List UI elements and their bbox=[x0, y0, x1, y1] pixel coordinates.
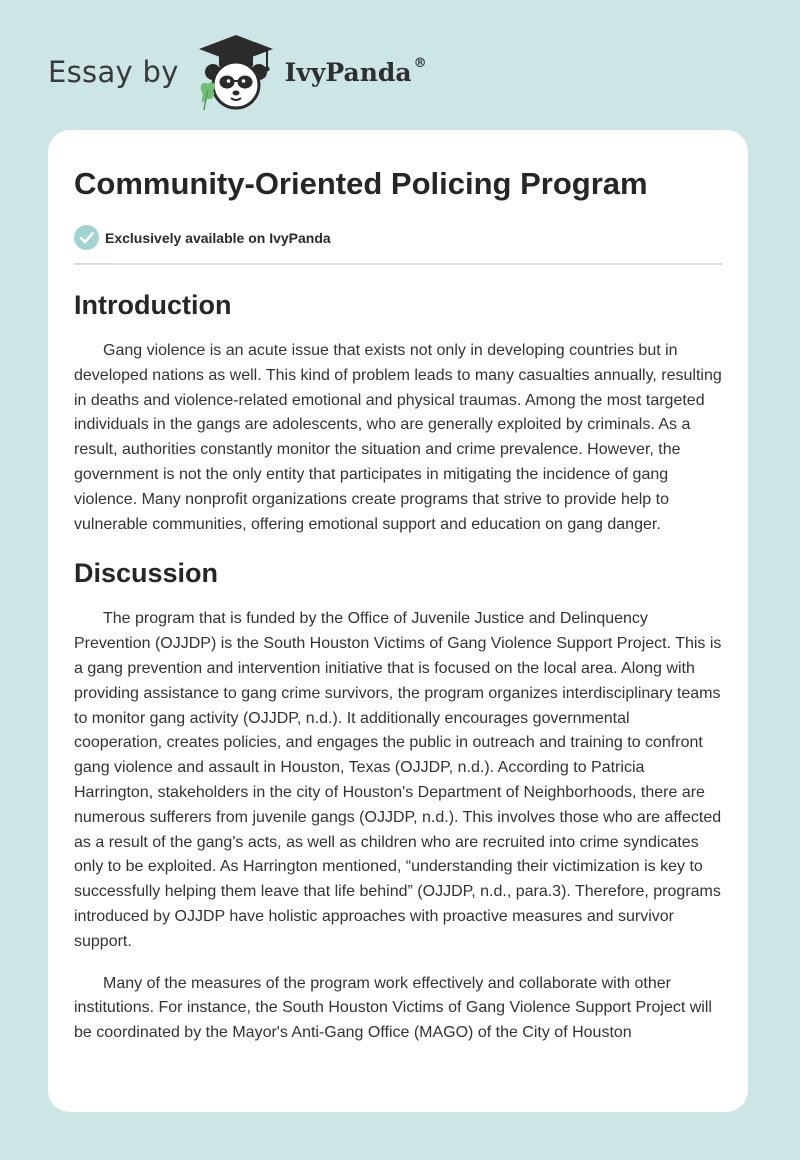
ivypanda-logo-icon[interactable] bbox=[193, 32, 279, 112]
site-header bbox=[48, 32, 427, 112]
exclusive-badge bbox=[74, 225, 722, 250]
introduction-paragraph: Gang violence is an acute issue that exists not only in developing countries but in developed nations as well. This kind of problem leads to many casualties annually, resulting in deaths and violence-related emotional and physical traumas. Among the most targeted individuals in the gangs are adolescents, who are generally exploited by criminals. As a result, authorities constantly monitor the situation and crime prevalence. However, the government is not the only entity that participates in mitigating the incidence of gang violence. Many nonprofit organizations create programs that strive to provide help to vulnerable communities, offering emotional support and education on gang danger. bbox=[74, 342, 722, 533]
discussion-paragraph-1: The program that is funded by the Office of Juvenile Justice and Delinquency Prevention (OJJDP) is the South Houston Victims of Gang Violence Support Project. This is a gang prevention and intervention initiative that is focused on the local area. Along with providing assistance to gang crime survivors, the program organizes interdisciplinary teams to monitor gang activity (OJJDP, n.d.). It additionally encourages governmental cooperation, creates policies, and engages the public in outreach and training to confront gang violence and assault in Houston, Texas (OJJDP, n.d.). According to Patricia Harrington, stakeholders in the city of Houston's Department of Neighborhoods, there are numerous sufferers from juvenile gangs (OJJDP, n.d.). This involves those who are affected as a result of the gang's acts, as well as children who are recruited into crime syndicates only to be exploited. As Harrington mentioned, “understanding their victimization is key to successfully helping them leave that life behind” (OJJDP, n.d., para.3). Therefore, programs introduced by OJJDP have holistic approaches with proactive measures and survivor support. bbox=[74, 610, 722, 950]
essay-by-label: Essay by bbox=[48, 55, 179, 89]
divider bbox=[74, 263, 722, 265]
brand-name bbox=[284, 55, 427, 87]
check-circle-icon bbox=[74, 225, 99, 250]
page-title: Community-Oriented Policing Program bbox=[74, 166, 648, 201]
essay-card bbox=[48, 130, 748, 1112]
section-heading-discussion: Discussion bbox=[74, 558, 219, 589]
brand-name-text: IvyPanda bbox=[284, 57, 412, 87]
section-heading-introduction: Introduction bbox=[74, 290, 232, 320]
exclusive-label: Exclusively available on IvyPanda bbox=[105, 229, 331, 246]
discussion-paragraph-2: Many of the measures of the program work effectively and collaborate with other institutions. For instance, the South Houston Victims of Gang Violence Support Project will be coordinated by the Mayor's Anti-Gang Office (MAGO) of the City of Houston bbox=[74, 974, 712, 1042]
registered-mark: ® bbox=[413, 55, 427, 71]
